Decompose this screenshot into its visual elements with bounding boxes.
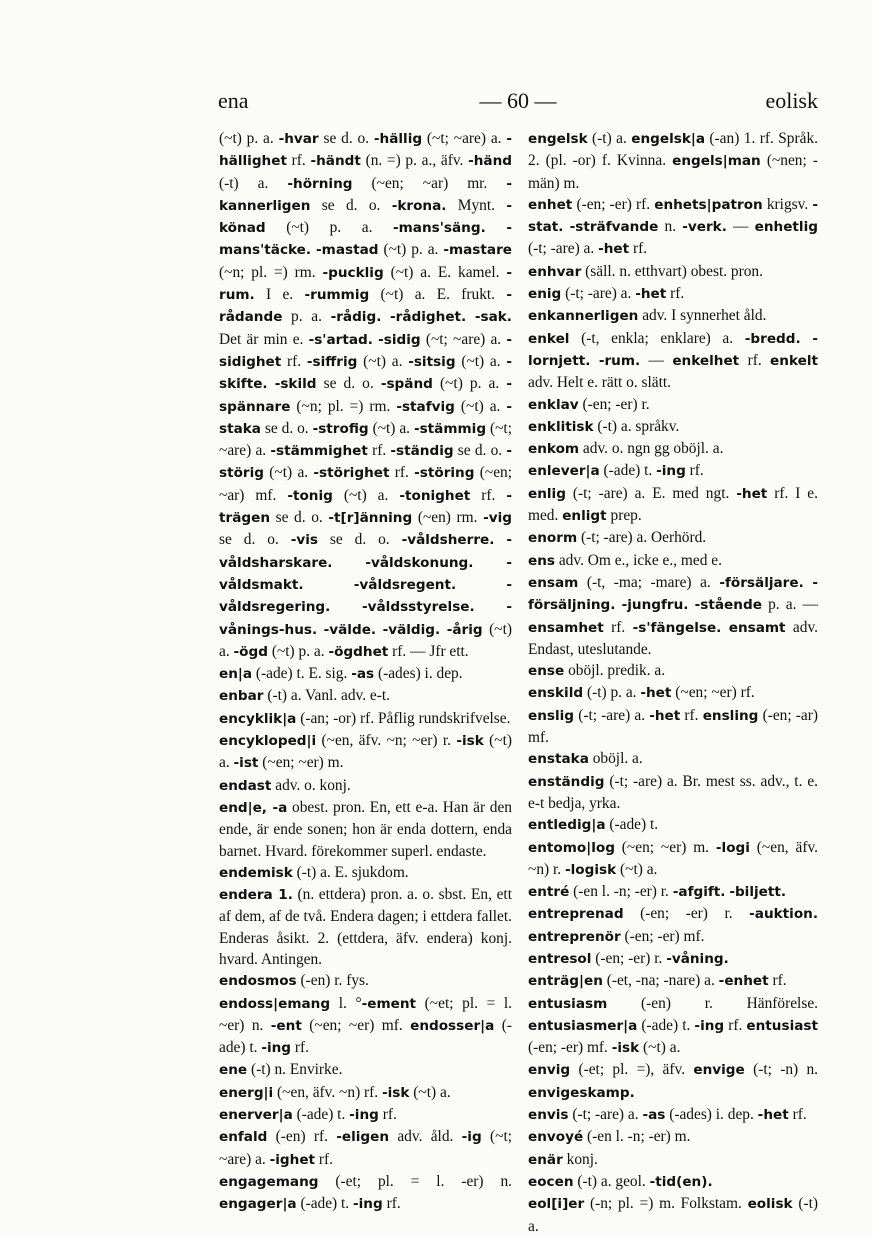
headword: enkelt — [770, 352, 818, 369]
headword: -mans'täcke. — [219, 220, 512, 259]
headword: end|e, -a — [219, 799, 288, 816]
headword: -hörning — [287, 175, 353, 192]
headword: -ständig — [390, 443, 454, 460]
headword: entreprenör — [528, 928, 621, 945]
dictionary-entry: envig (-et; pl. =), äfv. envige (-t; -n) n. envigeskamp. — [528, 1061, 819, 1101]
headword: -skild — [274, 376, 317, 393]
dictionary-entry: enfald (-en) rf. -eligen adv. åld. -ig (~t; ~are) a. -ighet rf. — [219, 1128, 512, 1168]
headword: -mans'säng. — [393, 220, 486, 237]
page-header — [218, 88, 818, 118]
headword: -isk — [456, 733, 484, 750]
dictionary-entry: ensam (-t, -ma; -mare) a. -försäljare. -försäljning. -jungfru. -stående p. a. — ensamhet rf. -s'fängelse. ensamt adv. Endast, uteslutande. — [528, 573, 819, 658]
headword: -as — [642, 1107, 666, 1124]
headword: -rådig. — [330, 309, 382, 326]
headword: entré — [528, 884, 570, 901]
headword: -vånings-hus. — [219, 599, 512, 638]
headword: -våning. — [666, 950, 729, 967]
headword: -isk — [382, 1084, 410, 1101]
headword: -tid(en). — [649, 1173, 713, 1190]
headword: -sidig — [378, 331, 421, 348]
dictionary-entry: end|e, -a obest. pron. En, ett e-a. Han är den ende, är ende sonen; hon är enda dottern, enda barnet. Hvard. förekommer superl. endaste. — [219, 798, 512, 860]
dictionary-entry: enlig (-t; -are) a. E. med ngt. -het rf. I e. med. enligt prep. — [528, 484, 818, 525]
headword: -s'artad. — [308, 331, 373, 348]
headword: -sidighet — [219, 331, 512, 370]
headword: -händ — [468, 153, 512, 170]
dictionary-entry: entresol (-en; -er) r. -våning. — [528, 949, 729, 967]
headword: en|a — [219, 666, 253, 683]
headword: enhets|patron — [654, 196, 763, 213]
headword: -verk. — [682, 219, 727, 236]
headword: -rum. — [598, 352, 641, 369]
headword: -bredd. — [744, 330, 801, 347]
headword: ensam — [528, 574, 579, 591]
headword: ensamhet — [528, 619, 604, 636]
headword: -mastare — [443, 242, 512, 259]
headword: -enhet — [718, 973, 769, 990]
headword: engager|a — [219, 1196, 297, 1213]
headword: enkom — [528, 441, 580, 458]
headword: -auktion. — [749, 906, 818, 923]
dictionary-entry: endoss|emang l. °-ement (~et; pl. = l. ~er) n. -ent (~en; ~er) mf. endosser|a (-ade) t. -ing rf. — [219, 994, 512, 1057]
headword: -rummig — [304, 287, 370, 304]
headword: -ing — [261, 1040, 292, 1057]
headword: entusiasmer|a — [528, 1017, 638, 1034]
headword: -pucklig — [322, 264, 384, 281]
headword: -sitsig — [408, 353, 456, 370]
dictionary-entry: enhvar (säll. n. etthvart) obest. pron. — [528, 262, 763, 280]
dictionary-entry: enträg|en (-et, -na; -nare) a. -enhet rf. — [528, 972, 787, 990]
headword: endoss|emang — [219, 995, 331, 1012]
headword: -biljett. — [729, 884, 787, 901]
dictionary-entry: envoyé (-en l. -n; -er) m. — [528, 1128, 691, 1146]
headword: endosser|a — [410, 1017, 495, 1034]
headword: engelsk — [528, 131, 588, 147]
headword: -våldsmakt. — [219, 554, 512, 593]
headword: -årig — [446, 621, 483, 638]
headword: -störighet — [313, 465, 390, 482]
headword: -sak. — [474, 309, 512, 326]
dictionary-entry: enständig (-t; -are) a. Br. mest ss. adv., t. e. e-t bedja, yrka. — [528, 772, 818, 812]
headword: enkannerligen — [528, 308, 639, 325]
headword: eol[i]er — [528, 1196, 585, 1213]
headword: -rådighet. — [390, 309, 467, 326]
headword: -trägen — [219, 487, 513, 527]
headword: -väldig. — [382, 621, 441, 638]
headword: -ent — [270, 1017, 302, 1034]
headword: envoyé — [528, 1129, 584, 1146]
headword: enträg|en — [528, 973, 603, 990]
headword: -rum. — [219, 264, 512, 304]
dictionary-entry: enbar (-t) a. Vanl. adv. e-t. — [219, 687, 391, 705]
dictionary-entry: enorm (-t; -are) a. Oerhörd. — [528, 529, 707, 547]
headword: -ement — [361, 995, 417, 1012]
headword: -spännare — [219, 376, 512, 415]
headword: -ing — [694, 1017, 725, 1034]
headword: -mastad — [316, 242, 379, 259]
headword: -stafvig — [396, 398, 455, 415]
dictionary-entry: ene (-t) n. Envirke. — [219, 1061, 343, 1079]
dictionary-entry: engagemang (-et; pl. = l. -er) n. engager|a (-ade) t. -ing rf. — [219, 1172, 512, 1213]
headword: enklav — [528, 396, 579, 413]
headword: -ing — [656, 463, 686, 480]
headword: envige — [693, 1062, 745, 1079]
headword: -störig — [219, 443, 512, 482]
headword: envig — [528, 1062, 571, 1079]
headword: -sträfvande — [569, 219, 659, 236]
headword: enskild — [528, 685, 584, 702]
headword: -tonig — [287, 487, 333, 504]
headword: ene — [219, 1062, 248, 1079]
headword: envigeskamp. — [528, 1084, 635, 1101]
dictionary-entry: endosmos (-en) r. fys. — [219, 972, 369, 990]
headword: -försäljning. — [528, 574, 818, 614]
headword: entresol — [528, 950, 592, 967]
headword: enhet — [528, 196, 573, 213]
headword: enkel — [528, 330, 570, 347]
headword: -välde. — [323, 621, 377, 638]
left-column — [219, 128, 512, 1216]
headword: entusiasm — [528, 995, 608, 1012]
headword: -hvar — [278, 131, 319, 147]
headword: -ighet — [269, 1151, 316, 1168]
headword: -händt — [310, 153, 361, 170]
dictionary-entry: enär konj. — [528, 1150, 598, 1168]
dictionary-entry: entreprenad (-en; -er) r. -auktion. entreprenör (-en; -er) mf. — [528, 905, 818, 945]
headword: -s'fängelse. — [632, 619, 722, 636]
headword: entledig|a — [528, 817, 606, 834]
headword: enhvar — [528, 263, 582, 280]
dictionary-entry: ense oböjl. predik. a. — [528, 662, 666, 680]
headword: -isk — [611, 1040, 640, 1057]
dictionary-entry: enlever|a (-ade) t. -ing rf. — [528, 462, 704, 480]
headword: -ing — [353, 1196, 383, 1213]
headword: -ig — [461, 1129, 482, 1146]
headword: -hällig — [373, 131, 423, 147]
headword: enorm — [528, 530, 578, 547]
headword: enhetlig — [754, 219, 818, 236]
dictionary-entry: ens adv. Om e., icke e., med e. — [528, 551, 722, 569]
right-column — [528, 128, 818, 1237]
headword: enlever|a — [528, 463, 600, 480]
headword: -våldsstyrelse. — [362, 599, 475, 616]
headword: -störing — [414, 465, 475, 482]
headword: -vis — [290, 532, 318, 549]
dictionary-entry: energ|i (~en, äfv. ~n) rf. -isk (~t) a. — [219, 1083, 451, 1101]
dictionary-entry: enslig (-t; -are) a. -het rf. ensling (-en; -ar) mf. — [528, 706, 818, 747]
headword: -spänd — [380, 376, 433, 393]
headword: -könad — [219, 197, 512, 237]
headword: -lornjett. — [528, 330, 818, 369]
dictionary-entry: enerver|a (-ade) t. -ing rf. — [219, 1106, 397, 1124]
headword: eolisk — [747, 1196, 793, 1213]
headword: -as — [351, 666, 375, 683]
headword: ens — [528, 552, 555, 569]
dictionary-entry: enskild (-t) p. a. -het (~en; ~er) rf. — [528, 684, 755, 702]
headword: -hällighet — [219, 131, 512, 170]
dictionary-entry: endemisk (-t) a. E. sjukdom. — [219, 863, 409, 881]
dictionary-entry: enig (-t; -are) a. -het rf. — [528, 285, 685, 303]
headword: -het — [635, 286, 667, 303]
headword: enfald — [219, 1129, 268, 1146]
dictionary-entry: entomo|log (~en; ~er) m. -logi (~en, äfv. ~n) r. -logisk (~t) a. — [528, 838, 818, 878]
headword: -jungfru. — [621, 597, 689, 614]
headword: -stämmighet — [270, 443, 368, 460]
dictionary-entry: enklitisk (-t) a. språkv. — [528, 417, 680, 435]
headword: -våldsherre. — [401, 532, 495, 549]
headword: enständig — [528, 773, 605, 790]
dictionary-entry: enklav (-en; -er) r. — [528, 395, 650, 413]
headword: -rådande — [219, 287, 512, 326]
headword: enligt — [562, 508, 607, 525]
headword: -staka — [219, 398, 512, 437]
headword: enbar — [219, 688, 264, 705]
dictionary-entry: endera 1. (n. ettdera) pron. a. o. sbst. En, ett af dem, af de två. Endera dagen; i ettdera fallet. Enderas åsikt. 2. (ettdera, äfv. endera) konj. hvard. Antingen. — [219, 886, 512, 968]
headword: ensling — [702, 707, 759, 724]
headword: -tonighet — [399, 487, 471, 504]
dictionary-entry: entledig|a (-ade) t. — [528, 816, 659, 834]
headword: -stående — [694, 597, 762, 614]
headword: -logi — [715, 839, 750, 856]
dictionary-entry: en|a (-ade) t. E. sig. -as (-ades) i. dep. — [219, 665, 463, 683]
headword: -afgift. — [672, 884, 726, 901]
headword: endera 1. — [219, 887, 293, 904]
headword: -het — [757, 1107, 789, 1124]
dictionary-entry: entusiasm (-en) r. Hänförelse. entusiasmer|a (-ade) t. -ing rf. entusiast (-en; -er) mf. -isk (~t) a. — [528, 994, 818, 1057]
headword: engelsk|a — [631, 131, 706, 147]
dictionary-entry: enstaka oböjl. a. — [528, 750, 643, 768]
headword: -het — [640, 685, 672, 702]
headword: endemisk — [219, 864, 293, 881]
dictionary-entry: enhet (-en; -er) rf. enhets|patron krigsv. -stat. -sträfvande n. -verk. — enhetlig (-t; -are) a. -het rf. — [528, 195, 818, 258]
headword: eocen — [528, 1173, 574, 1190]
headword: -strofig — [312, 420, 369, 437]
headword: -våldsregering. — [219, 576, 512, 616]
headword: encyklik|a — [219, 710, 297, 727]
headword: -våldsregent. — [353, 576, 457, 593]
page-number: — 60 — — [479, 88, 557, 113]
headword: -krona. — [391, 197, 447, 214]
dictionary-entry: envis (-t; -are) a. -as (-ades) i. dep. -het rf. — [528, 1106, 807, 1124]
headword: -skifte. — [219, 353, 513, 393]
headword: -ögd — [233, 643, 268, 660]
dictionary-entry: encyklik|a (-an; -or) rf. Påflig rundskrifvelse. — [219, 709, 511, 727]
headword: ensamt — [728, 619, 786, 636]
dictionary-entry: eocen (-t) a. geol. -tid(en). — [528, 1172, 713, 1190]
headword: -het — [649, 707, 681, 724]
headword: -stat. — [528, 196, 818, 236]
dictionary-entry: encykloped|i (~en, äfv. ~n; ~er) r. -isk (~t) a. -ist (~en; ~er) m. — [219, 732, 512, 772]
dictionary-entry: endast adv. o. konj. — [219, 776, 351, 794]
headword: -het — [598, 241, 630, 258]
headword: enerver|a — [219, 1107, 293, 1124]
headword: enkelhet — [672, 352, 740, 369]
headword: engels|man — [672, 153, 761, 170]
headword: enklitisk — [528, 418, 594, 435]
dictionary-entry: enkel (-t, enkla; enklare) a. -bredd. -lornjett. -rum. — enkelhet rf. enkelt adv. Helt e. rätt o. slätt. — [528, 329, 818, 392]
headword: entreprenad — [528, 906, 624, 923]
headword: -het — [736, 485, 768, 502]
headword: encykloped|i — [219, 733, 317, 750]
dictionary-entry: enkom adv. o. ngn gg oböjl. a. — [528, 440, 724, 458]
headword: entomo|log — [528, 839, 615, 856]
headword: -ögdhet — [328, 643, 389, 660]
headword: -våldsharskare. — [219, 532, 512, 571]
header-left-guideword: ena — [218, 88, 249, 113]
headword: ense — [528, 663, 565, 680]
headword: endosmos — [219, 973, 297, 990]
headword: engagemang — [219, 1173, 319, 1190]
headword: enär — [528, 1151, 563, 1168]
dictionary-entry: engelsk (-t) a. engelsk|a (-an) 1. rf. Språk. 2. (pl. -or) f. Kvinna. engels|man (~nen; -män) m. — [528, 130, 818, 192]
headword: energ|i — [219, 1084, 274, 1101]
headword: enslig — [528, 707, 575, 724]
headword: enig — [528, 286, 562, 303]
headword: -försäljare. — [719, 574, 804, 591]
headword: -logisk — [564, 861, 617, 878]
headword: -kannerligen — [219, 175, 512, 214]
headword: -siffrig — [306, 353, 358, 370]
headword: -vig — [483, 510, 512, 527]
headword: -eligen — [336, 1129, 390, 1146]
headword: entusiast — [746, 1017, 818, 1034]
headword: endast — [219, 777, 272, 794]
headword: envis — [528, 1107, 569, 1124]
headword: -ing — [349, 1107, 379, 1124]
dictionary-entry: (~t) p. a. -hvar se d. o. -hällig (~t; ~are) a. -hällighet rf. -händt (n. =) p. a., äfv. -händ (-t) a. -hörning (~en; ~ar) mr. -kannerligen se d. o. -krona. Mynt. -könad (~t) p. a. -mans'säng. -mans'täcke. -mastad (~t) p. a. -mastare (~n; pl. =) rm. -pucklig (~t) a. E. kamel. -rum. I e. -rummig (~t) a. E. frukt. -rådande p. a. -rådig. -rådighet. -sak. Det är min e. -s'artad. -sidig (~t; ~are) a. -sidighet rf. -siffrig (~t) a. -sitsig (~t) a. -skifte. -skild se d. o. -spänd (~t) p. a. -spännare (~n; pl. =) rm. -stafvig (~t) a. -staka se d. o. -strofig (~t) a. -stämmig (~t; ~are) a. -stämmighet rf. -ständig se d. o. -störig (~t) a. -störighet rf. -störing (~en; ~ar) mf. -tonig (~t) a. -tonighet rf. -trägen se d. o. -t[r]änning (~en) rm. -vig se d. o. -vis se d. o. -våldsherre. -våldsharskare. -våldskonung. -våldsmakt. -våldsregent. -våldsregering. -våldsstyrelse. -vånings-hus. -välde. -väldig. -årig (~t) a. -ögd (~t) p. a. -ögdhet rf. — Jfr ett. — [219, 130, 513, 660]
headword: enstaka — [528, 751, 589, 768]
header-right-guideword: eolisk — [765, 88, 818, 113]
headword: enlig — [528, 485, 566, 502]
dictionary-entry: entré (-en l. -n; -er) r. -afgift. -biljett. — [528, 883, 787, 901]
headword: -stämmig — [413, 420, 487, 437]
headword: -t[r]änning — [328, 510, 413, 527]
headword: -ist — [233, 755, 259, 772]
headword: -våldskonung. — [365, 554, 474, 571]
dictionary-entry: eol[i]er (-n; pl. =) m. Folkstam. eolisk (-t) a. — [528, 1195, 818, 1235]
dictionary-entry: enkannerligen adv. I synnerhet åld. — [528, 307, 767, 325]
